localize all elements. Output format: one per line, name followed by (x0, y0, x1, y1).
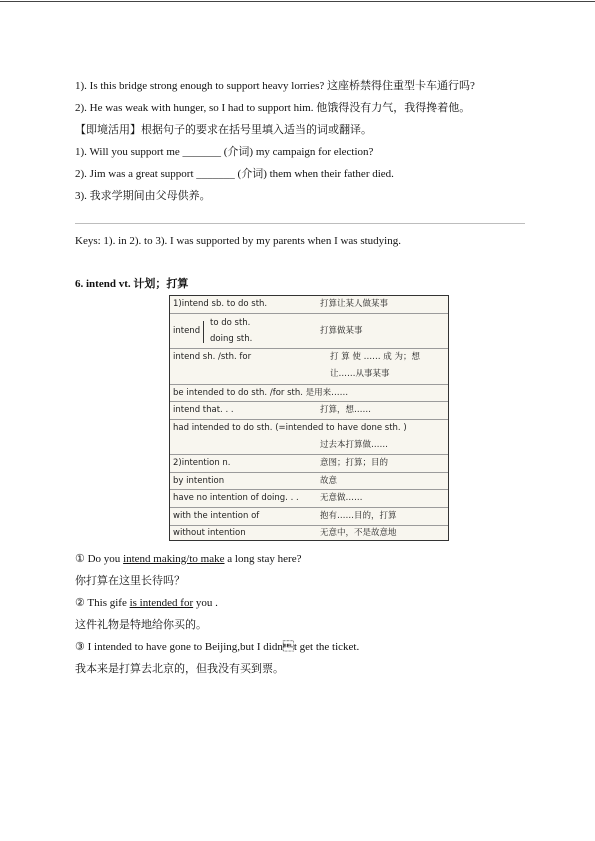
intend-usage-table (169, 295, 449, 541)
answer-keys: Keys: 1). in 2). to 3). I was supported by my parents when I was studying. (75, 235, 401, 247)
table-row-8-left: by intention (173, 476, 225, 486)
table-row-5-right: 打算，想…… (320, 405, 372, 415)
table-rule (170, 401, 448, 402)
practice-question-1: 1). Will you support me _______ (介词) my campaign for election? (75, 146, 374, 158)
example-1: 1). Is this bridge strong enough to support heavy lorries? 这座桥禁得住重型卡车通行吗? (75, 80, 475, 92)
section-title: 6. intend vt. 计划；打算 (75, 278, 189, 290)
sentence-1-translation: 你打算在这里长待吗？ (75, 575, 185, 587)
sentence-1-post: a long stay here? (224, 553, 302, 565)
sentence-2-underlined: is intended for (129, 597, 194, 609)
table-row-3-right: 打 算 使 …… 成 为；想 (330, 352, 421, 362)
table-row-6-left: had intended to do sth. (=intended to have done sth. ) (173, 423, 407, 433)
table-row-11-left: without intention (173, 528, 246, 538)
sentence-2 (75, 596, 218, 610)
table-rule (170, 419, 448, 420)
sentence-2-pre: ② This gife (75, 597, 130, 609)
table-row-1-left: 1)intend sb. to do sth. (173, 299, 268, 309)
example-2: 2). He was weak with hunger, so I had to support him. 他饿得没有力气，我得搀着他。 (75, 102, 471, 114)
practice-question-3: 3). 我求学期间由父母供养。 (75, 190, 211, 202)
table-rule (170, 525, 448, 526)
table-row-2-option-b: doing sth. (210, 334, 253, 344)
sentence-2-post: you . (193, 597, 218, 609)
sentence-2-translation: 这件礼物是特地给你买的。 (75, 619, 207, 631)
practice-question-2: 2). Jim was a great support _______ (介词) them when their father died. (75, 168, 394, 180)
table-row-2-right: 打算做某事 (320, 326, 363, 336)
sentence-3: ③ I intended to have gone to Beijing,but I didnt get the ticket. (75, 641, 360, 653)
practice-heading: 【即境活用】根据句子的要求在括号里填入适当的词或翻译。 (75, 124, 372, 136)
table-row-3-right-cont: 让……从事某事 (330, 369, 390, 379)
table-rule (170, 489, 448, 490)
table-rule (170, 454, 448, 455)
sentence-1-underlined: intend making/to make (123, 553, 225, 565)
table-row-4-left: be intended to do sth. /for sth. 是用来…… (173, 388, 349, 398)
table-row-2-option-a: to do sth. (210, 318, 251, 328)
table-row-1-right: 打算让某人做某事 (320, 299, 389, 309)
sentence-3-translation: 我本来是打算去北京的，但我没有买到票。 (75, 663, 284, 675)
table-row-2-left: intend (173, 326, 201, 336)
table-rule (170, 507, 448, 508)
table-rule (170, 348, 448, 349)
brace (203, 321, 208, 343)
table-row-10-left: with the intention of (173, 511, 260, 521)
table-rule (170, 472, 448, 473)
table-row-5-left: intend that. . . (173, 405, 234, 415)
table-row-9-left: have no intention of doing. . . (173, 493, 299, 503)
table-row-6-right-cont: 过去本打算做…… (320, 440, 389, 450)
table-row-7-right: 意图；打算；目的 (320, 458, 389, 468)
table-rule (170, 384, 448, 385)
sentence-1-pre: ① Do you (75, 553, 124, 565)
table-rule (170, 313, 448, 314)
divider (75, 223, 525, 224)
top-rule (0, 1, 595, 2)
table-row-11-right: 无意中，不是故意地 (320, 528, 397, 538)
table-row-10-right: 抱有……目的，打算 (320, 511, 397, 521)
table-row-3-left: intend sh. /sth. for (173, 352, 252, 362)
table-row-7-left: 2)intention n. (173, 458, 231, 468)
table-row-8-right: 故意 (320, 476, 338, 486)
table-row-9-right: 无意做…… (320, 493, 363, 503)
sentence-1 (75, 552, 301, 566)
